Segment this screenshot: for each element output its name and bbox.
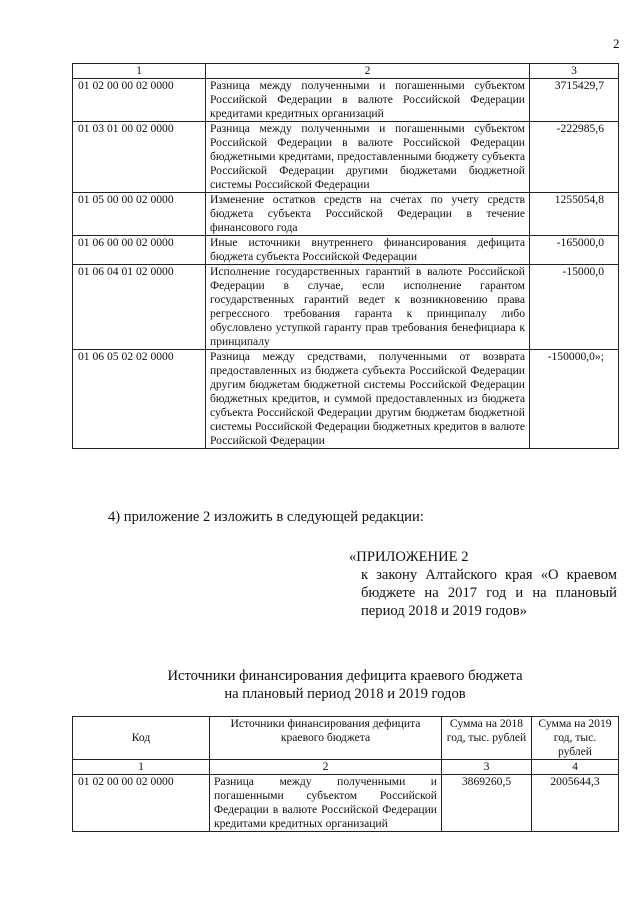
column-number-row [73,64,619,79]
amount-2019: 2005644,3 [532,775,619,832]
source-description: Разница между полученными и погашенными субъектом Российской Федерации в валюте Российской Федерации кредитами кредитных организаций [206,79,530,122]
appendix-reference: к закону Алтайского края «О краевом бюджете на 2017 год и на плановый период 2018 и 2019 годов» [361,567,617,619]
header-code: Код [73,717,210,760]
table-row [73,236,619,265]
column-number: 2 [210,760,442,775]
source-description: Изменение остатков средств на счетах по учету средств бюджета субъекта Российской Федерации в течение финансового года [206,193,530,236]
source-description: Иные источники внутреннего финансирования дефицита бюджета субъекта Российской Федерации [206,236,530,265]
source-description: Разница между полученными и погашенными субъектом Российской Федерации в валюте Российской Федерации бюджетными кредитами, предоставленными бюджету субъекта Российской Федерации другими бюджетами бюджетной системы Российской Федерации [206,122,530,193]
source-description: Разница между полученными и погашенными субъектом Российской Федерации в валюте Российской Федерации кредитами кредитных организаций [210,775,442,832]
budget-classification-code: 01 02 00 00 02 0000 [73,79,206,122]
financing-sources-plan-table [72,716,619,832]
amount-value: -165000,0 [530,236,619,265]
column-number-row [73,760,619,775]
table-row [73,193,619,236]
table-row [73,350,619,449]
appendix-title: «ПРИЛОЖЕНИЕ 2 [349,549,469,565]
table-row [73,122,619,193]
amount-value: -150000,0»; [530,350,619,449]
budget-classification-code: 01 06 00 00 02 0000 [73,236,206,265]
source-description: Разница между средствами, полученными от возврата предоставленных из бюджета субъекта Российской Федерации другим бюджетам бюджетной системы Российской Федерации бюджетных кредитов, и суммой предоставленных из бюджета субъекта Российской Федерации другим бюджетам бюджетной системы Российской Федерации бюджетных кредитов в валюте Российской Федерации [206,350,530,449]
document-heading [72,667,618,703]
budget-classification-code: 01 06 04 01 02 0000 [73,265,206,350]
amount-2018: 3869260,5 [442,775,532,832]
table-row [73,265,619,350]
header-sum-2018: Сумма на 2018 год, тыс. рублей [442,717,532,760]
column-number: 2 [206,64,530,79]
amount-value: -15000,0 [530,265,619,350]
heading-line-2: на плановый период 2018 и 2019 годов [224,686,466,702]
table-row [73,775,619,832]
heading-line-1: Источники финансирования дефицита краевого бюджета [167,668,523,684]
budget-classification-code: 01 05 00 00 02 0000 [73,193,206,236]
header-row [73,717,619,760]
column-number: 1 [73,64,206,79]
table-row [73,79,619,122]
budget-classification-code: 01 03 01 00 02 0000 [73,122,206,193]
budget-classification-code: 01 06 05 02 02 0000 [73,350,206,449]
source-description: Исполнение государственных гарантий в валюте Российской Федерации в случае, если исполнение гарантом государственных гарантий ведет к возникновению права регрессного требования гаранта к принципалу либо обусловлено уступкой гаранту прав требования бенефициара к принципалу [206,265,530,350]
appendix-caption [349,548,617,620]
column-number: 1 [73,760,210,775]
amount-value: 3715429,7 [530,79,619,122]
column-number: 3 [442,760,532,775]
column-number: 4 [532,760,619,775]
column-number: 3 [530,64,619,79]
amount-value: -222985,6 [530,122,619,193]
budget-classification-code: 01 02 00 00 02 0000 [73,775,210,832]
header-sum-2019: Сумма на 2019 год, тыс. рублей [532,717,619,760]
amount-value: 1255054,8 [530,193,619,236]
financing-sources-table-continued [72,63,619,449]
page-number: 2 [613,36,620,51]
header-source: Источники финансирования дефицита краевого бюджета [210,717,442,760]
amendment-text: 4) приложение 2 изложить в следующей редакции: [108,509,424,525]
